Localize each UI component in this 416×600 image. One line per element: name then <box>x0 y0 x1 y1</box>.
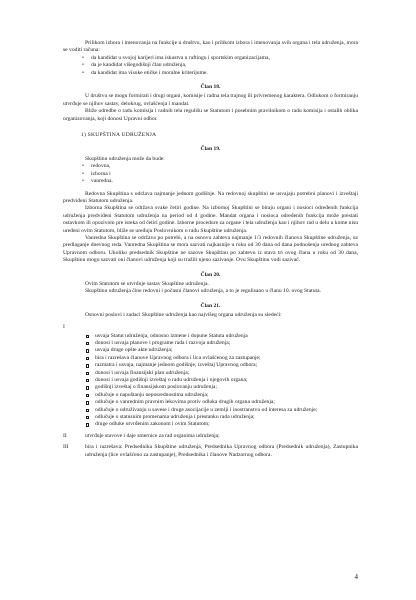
list-item: usvaja Statut udruženja, odnosno izmene i dopune Statuta udruženja <box>95 333 358 340</box>
section-heading: 1) SKUPŠTINA UDRUŽENJA <box>81 132 157 139</box>
list-item: odlučuje o udruživanju u savese i druge asocijacije u zemlji i inostranstvu od interesa za udruženje; <box>95 407 358 414</box>
roman-section-2 <box>63 433 358 440</box>
article-19-paragraph-1: Redovna Skupština s održava najmanje jednom godišnje. Na redovnoj skupštini se usvajaju potrebni planovi i izveštaji predviđeni Statutom udruženja. <box>63 190 358 204</box>
assembly-types-list <box>63 163 358 185</box>
list-item: druge odluke utvrđenim zakonom i ovim Statutom; <box>95 421 358 428</box>
list-item: odlučuje o napuštanju neposrednostima udruženja; <box>95 392 358 399</box>
article-19-lead: Skupštinu udruženja može da bude: <box>85 155 165 162</box>
intro-paragraph: Prilikom izbora i imenovanja na funkcije u društvu, kao i prilikom izbora i imenovanja svih organa i tela udruženja, mora se voditi računa: <box>63 40 358 54</box>
list-item: godišnji izveštaj o finansijskom poslovanju udruženja; <box>95 384 358 391</box>
roman-numeral: I <box>63 323 65 330</box>
article-18-paragraph-1: U društvu se mogu formirati i drugi organi, komisije i radna tela trajnog ili privremenog karaktera. Odlukom o formiranju utvrđuje se njihov sastav, delokrug, ovlašćenja i mandat. <box>63 93 358 107</box>
assembly-duties-list <box>63 324 358 429</box>
list-item: donosi i usvaja godišnji izveštaj o radu udruženja i njegovih organa; <box>95 377 358 384</box>
article-19-paragraph-2: Izborna Skupština se održava svake četiri godine. Na izbornoj Skupštini se biraju organi i nosioci određenih funkcija udruženja predviđeni Statutom udruženja na period od 4 godine. Mandat organa i nosioca određenih funkcija može prestati ostavkom ili opozivom pre isteka od četiri godine. Izborne procedure za organe i tela udruženja kao i njihov rad u delu u kome nisu uređeni ovim Statutom, bliže se uređuju Poslovnikom o radu Skupštine udruženja. <box>63 205 358 234</box>
list-item: odlučuje o statusnim promenama udruženja i prestanku rada udruženja; <box>95 414 358 421</box>
roman-section-3-text: bira i razrešava: Predsednika Skupštine udruženja, Predsednika Upravnog odbora (Predsednik udruženja), Zastupnika udruženja (lice ovlašćeno za zastupanje), Predsednika i članove Nadzornog odbora. <box>85 444 358 458</box>
article-18-title: Član 18. <box>200 84 221 91</box>
article-18-paragraph-2: Bliže odredbe o radu komisija i radnih tela regulišu se Statutom i posebnim pravilnikom o radu komisija i ostalih oblika organizovanja, koji donosi Upravni odbor. <box>63 108 358 122</box>
article-21-title: Član 21. <box>200 302 221 309</box>
article-21-lead: Osnovni poslovi i zadaci Skupštine udruženja kao najvišeg organa udruženja su sledeći: <box>85 312 282 319</box>
list-item: • redovna, <box>91 163 358 170</box>
intro-list <box>63 55 358 77</box>
list-item: • vanredna. <box>91 178 358 185</box>
roman-section-2-text: utvrđuje stavove i daje smernice za rad organima udruženja; <box>85 432 220 439</box>
list-item: • da je kandidat višegodišnji član udruženja, <box>91 62 358 69</box>
article-20-title: Član 20. <box>200 271 221 278</box>
roman-section-3 <box>63 444 358 459</box>
list-item: • da kandidat u svojoj karijeri ima iskustva u raftingu i sportskim organizacijama, <box>91 55 358 62</box>
roman-numeral: II <box>63 432 67 439</box>
page-number: 4 <box>354 573 358 581</box>
list-item: odlučuje o vanrednim pravnim lekovima protiv odluka drugih organa udruženja; <box>95 399 358 406</box>
article-19-title: Član 19. <box>200 146 221 153</box>
list-item: usvaja druge opšte akte udruženja; <box>95 347 358 354</box>
list-item: bira i razrešava članove Upravnog odbora i lica ovlašćenog za zastupanje; <box>95 355 358 362</box>
roman-numeral: III <box>63 444 69 451</box>
list-item: donosi i usvaja finansijski plan udruženja; <box>95 370 358 377</box>
article-20-paragraph-2: Skupštinu udruženja čine redovni i počasni članovi udruženja, a to je regulisano u članu 10. ovog Statuta. <box>85 288 321 295</box>
list-item: • izborna i <box>91 171 358 178</box>
list-item: • da kandidat ima visoke etičke i moralne kriterijume. <box>91 70 358 77</box>
list-item: donosi i usvaja planove i programe rada i razvoja udruženja; <box>95 340 358 347</box>
roman-section-1 <box>63 324 358 429</box>
article-19-paragraph-3: Vanredna Skupština se održava po potrebi, a na osnovu zahteva najmanje 1/3 redovnih članova Skupštine udruženja, uz predlaganje dnevnog reda. Vanredna Skupština se mora sazvati najkasnije u roku od 30 dana od dana podnošenja urednog zahteva Upravnom odboru. Ukoliko predsednik Skupštine ne sazove Skupštinu po zahtevu iz stava tri ovog člana u roku od 30 dana, Skupštinu mogu sazvati oni članovi udruženja koji su tražili njeno sazivanje. Ovu Skupštinu vodi sazivač. <box>63 234 358 264</box>
list-item: razmatra i usvaja, najmanje jednom godišnje, izveštaj Upravnog odbora; <box>95 362 358 369</box>
article-20-paragraph-1: Ovim Statutom se utvrđuje sastav Skupštine udruženja. <box>85 280 209 287</box>
